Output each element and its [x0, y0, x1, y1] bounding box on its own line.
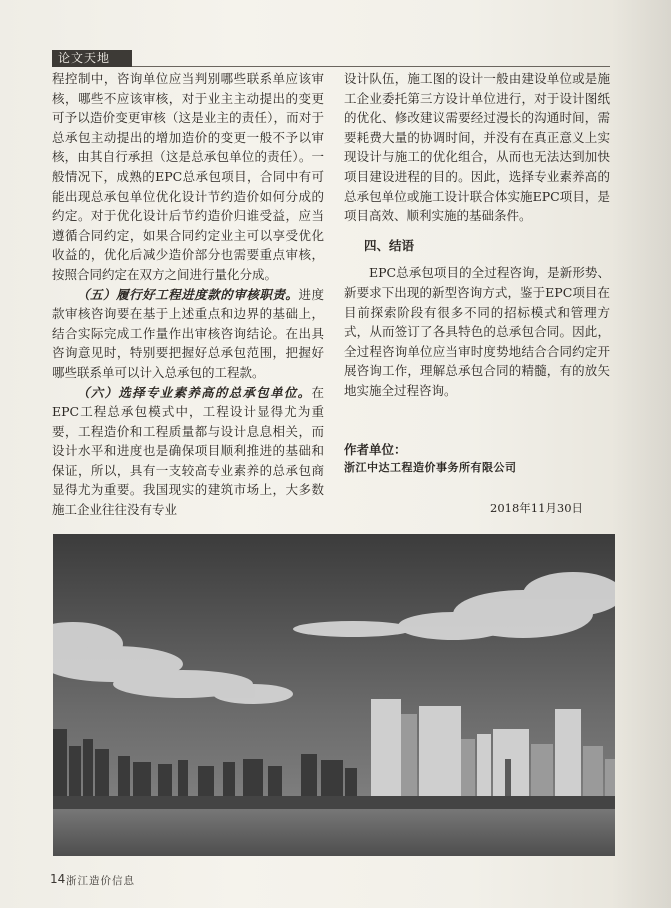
article-date: 2018年11月30日 [490, 501, 584, 515]
city-skyline-photo [53, 534, 615, 856]
page-number: 14 [50, 872, 66, 886]
conclusion-paragraph: EPC总承包项目的全过程咨询，是新形势、新要求下出现的新型咨询方式，鉴于EPC项目在目前探索阶段有很多不同的招标模式和管理方式，从而签订了各具特色的总承包合同。因此，全过程咨询单位应当审时度势地结合合同约定开展咨询工作，理解总承包合同的精髓，有的放矢地实施全过程咨询。 [344, 265, 610, 398]
author-name: 浙江中达工程造价事务所有限公司 [344, 461, 517, 474]
section-6-title: （六）选择专业素养高的总承包单位。 [77, 384, 312, 400]
section-5-paragraph [52, 285, 324, 383]
paragraph-continuation-right: 设计队伍，施工图的设计一般由建设单位或是施工企业委托第三方设计单位进行，对于设计图纸的优化、修改建议需要经过漫长的沟通时间，需要耗费大量的协调时间，并没有在真正意义上实现设计与施工的优化组合，从而也无法达到加快项目建设进程的目的。因此，选择专业素养高的总承包单位或施工设计联合体实施EPC项目，是项目高效、顺利实施的基础条件。 [344, 71, 610, 224]
right-column [344, 69, 610, 401]
section-5-title: （五）履行好工程进度款的审核职责。 [77, 286, 299, 302]
skyline-illustration [53, 534, 615, 856]
author-label: 作者单位： [344, 442, 407, 457]
publication-name: 浙江造价信息 [66, 875, 135, 887]
section-6-paragraph [52, 383, 324, 520]
conclusion-heading: 四、结语 [364, 237, 415, 253]
section-5-body: 进度款审核咨询要在基于上述重点和边界的基础上，结合实际完成工作量作出审核咨询结论。在出具咨询意见时，特别要把握好总承包范围，把握好哪些联系单可以计入总承包的工程款。 [52, 286, 324, 380]
paragraph-continuation: 程控制中，咨询单位应当判别哪些联系单应该审核，哪些不应该审核，对于业主主动提出的变更可予以造价变更审核（这是业主的责任），而对于总承包主动提出的增加造价的变更一般不予以审核，由其自行承担（这是总承包单位的责任）。一般情况下，成熟的EPC总承包项目，合同中有可能出现总承包单位优化设计节约造价如何分成的约定。对于优化设计后节约造价归谁受益，应当遵循合同约定，如果合同约定业主可以享受优化收益的，优化后减少造价部分也需要重点审核，按照合同约定在双方之间进行量化分成。 [52, 71, 324, 282]
left-column [52, 69, 324, 520]
page-shadow [611, 0, 671, 908]
section-tag: 论文天地 [52, 50, 132, 67]
header-rule [132, 66, 610, 67]
section-6-body: 在EPC工程总承包模式中，工程设计显得尤为重要，工程造价和工程质量都与设计息息相关，而设计水平和进度也是确保项目顺利推进的基础和保证，所以，具有一支较高专业素养的总承包商显得尤为重要。我国现实的建筑市场上，大多数施工企业往往没有专业 [52, 384, 324, 518]
